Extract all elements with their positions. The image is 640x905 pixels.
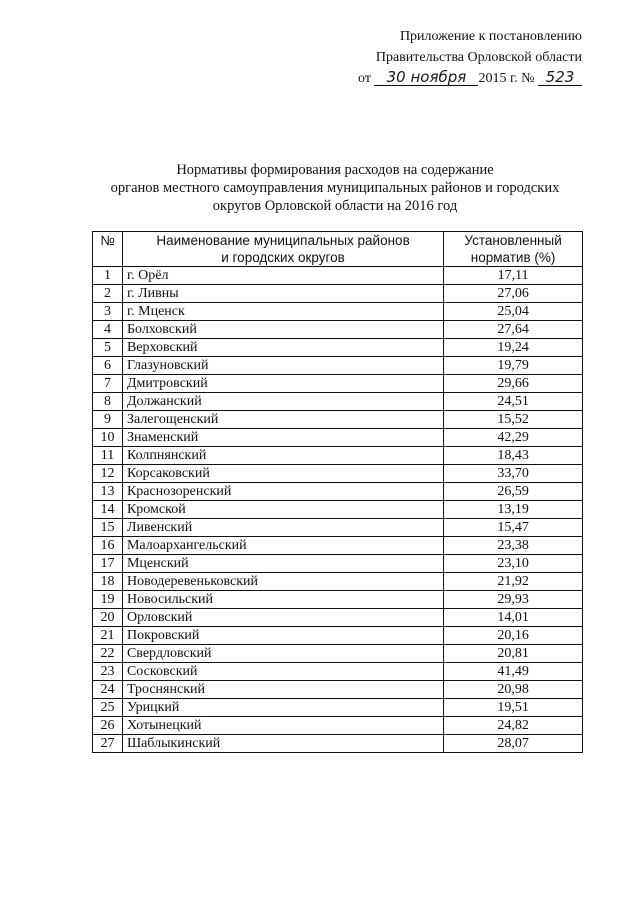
table-row bbox=[93, 627, 583, 645]
row-number: 14 bbox=[93, 501, 123, 519]
district-name: г. Ливны bbox=[122, 285, 443, 303]
row-number: 10 bbox=[93, 429, 123, 447]
row-number: 22 bbox=[93, 645, 123, 663]
norm-value: 23,38 bbox=[444, 537, 583, 555]
document-title bbox=[88, 161, 582, 215]
row-number: 17 bbox=[93, 555, 123, 573]
district-name: Корсаковский bbox=[122, 465, 443, 483]
table-row bbox=[93, 375, 583, 393]
table-row bbox=[93, 393, 583, 411]
row-number: 3 bbox=[93, 303, 123, 321]
appendix-date-line bbox=[342, 68, 582, 89]
norm-value: 42,29 bbox=[444, 429, 583, 447]
row-number: 23 bbox=[93, 663, 123, 681]
district-name: Колпнянский bbox=[122, 447, 443, 465]
district-name: Сосковский bbox=[122, 663, 443, 681]
table-row bbox=[93, 609, 583, 627]
district-name: Новосильский bbox=[122, 591, 443, 609]
district-name: Покровский bbox=[122, 627, 443, 645]
row-number: 18 bbox=[93, 573, 123, 591]
row-number: 15 bbox=[93, 519, 123, 537]
norm-value: 14,01 bbox=[444, 609, 583, 627]
norm-value: 24,82 bbox=[444, 717, 583, 735]
table-row bbox=[93, 645, 583, 663]
row-number: 12 bbox=[93, 465, 123, 483]
norm-value: 25,04 bbox=[444, 303, 583, 321]
row-number: 16 bbox=[93, 537, 123, 555]
row-number: 26 bbox=[93, 717, 123, 735]
district-name: г. Орёл bbox=[122, 267, 443, 285]
table-row bbox=[93, 717, 583, 735]
row-number: 25 bbox=[93, 699, 123, 717]
table-header-row bbox=[93, 232, 583, 267]
row-number: 20 bbox=[93, 609, 123, 627]
norm-value: 17,11 bbox=[444, 267, 583, 285]
row-number: 27 bbox=[93, 735, 123, 753]
district-name: Верховский bbox=[122, 339, 443, 357]
norm-value: 19,51 bbox=[444, 699, 583, 717]
norm-value: 19,79 bbox=[444, 357, 583, 375]
handwritten-number: 523 bbox=[538, 69, 582, 86]
header-name-line-1: Наименование муниципальных районов bbox=[156, 233, 410, 248]
district-name: Новодеревеньковский bbox=[122, 573, 443, 591]
row-number: 7 bbox=[93, 375, 123, 393]
row-number: 6 bbox=[93, 357, 123, 375]
table-body bbox=[93, 267, 583, 753]
district-name: Кромской bbox=[122, 501, 443, 519]
norm-value: 15,52 bbox=[444, 411, 583, 429]
norm-value: 20,81 bbox=[444, 645, 583, 663]
table-row bbox=[93, 285, 583, 303]
norm-value: 33,70 bbox=[444, 465, 583, 483]
appendix-line-1: Приложение к постановлению bbox=[399, 29, 582, 44]
norm-value: 24,51 bbox=[444, 393, 583, 411]
title-line-1: Нормативы формирования расходов на содержание bbox=[176, 162, 494, 178]
district-name: Свердловский bbox=[122, 645, 443, 663]
table-row bbox=[93, 573, 583, 591]
row-number: 21 bbox=[93, 627, 123, 645]
appendix-line-2: Правительства Орловской области bbox=[375, 50, 582, 65]
norm-value: 41,49 bbox=[444, 663, 583, 681]
district-name: Мценский bbox=[122, 555, 443, 573]
header-name bbox=[122, 232, 443, 267]
district-name: Орловский bbox=[122, 609, 443, 627]
norm-value: 18,43 bbox=[444, 447, 583, 465]
row-number: 13 bbox=[93, 483, 123, 501]
district-name: Должанский bbox=[122, 393, 443, 411]
row-number: 19 bbox=[93, 591, 123, 609]
norm-value: 19,24 bbox=[444, 339, 583, 357]
table-row bbox=[93, 735, 583, 753]
row-number: 24 bbox=[93, 681, 123, 699]
district-name: Троснянский bbox=[122, 681, 443, 699]
district-name: Залегощенский bbox=[122, 411, 443, 429]
district-name: Глазуновский bbox=[122, 357, 443, 375]
district-name: Краснозоренский bbox=[122, 483, 443, 501]
norm-value: 27,06 bbox=[444, 285, 583, 303]
title-line-2: органов местного самоуправления муниципальных районов и городских bbox=[110, 180, 560, 196]
district-name: Дмитровский bbox=[122, 375, 443, 393]
table-row bbox=[93, 465, 583, 483]
district-name: Хотынецкий bbox=[122, 717, 443, 735]
table-row bbox=[93, 501, 583, 519]
table-row bbox=[93, 591, 583, 609]
table-row bbox=[93, 483, 583, 501]
header-value-line-1: Установленный bbox=[464, 233, 562, 248]
row-number: 1 bbox=[93, 267, 123, 285]
norm-value: 27,64 bbox=[444, 321, 583, 339]
table-row bbox=[93, 267, 583, 285]
year-text: 2015 г. № bbox=[478, 71, 535, 86]
table-row bbox=[93, 339, 583, 357]
date-prefix: от bbox=[358, 71, 371, 86]
district-name: Малоархангельский bbox=[122, 537, 443, 555]
district-name: Ливенский bbox=[122, 519, 443, 537]
norm-value: 20,16 bbox=[444, 627, 583, 645]
table-row bbox=[93, 519, 583, 537]
norm-value: 23,10 bbox=[444, 555, 583, 573]
district-name: Болховский bbox=[122, 321, 443, 339]
norm-value: 13,19 bbox=[444, 501, 583, 519]
row-number: 4 bbox=[93, 321, 123, 339]
row-number: 8 bbox=[93, 393, 123, 411]
header-value-line-2: норматив (%) bbox=[470, 250, 556, 265]
header-name-line-2: и городских округов bbox=[221, 250, 345, 265]
table-row bbox=[93, 663, 583, 681]
table-row bbox=[93, 681, 583, 699]
header-num: № bbox=[93, 232, 123, 267]
norm-value: 20,98 bbox=[444, 681, 583, 699]
row-number: 9 bbox=[93, 411, 123, 429]
norm-value: 28,07 bbox=[444, 735, 583, 753]
table-row bbox=[93, 429, 583, 447]
table-row bbox=[93, 537, 583, 555]
row-number: 11 bbox=[93, 447, 123, 465]
table-row bbox=[93, 411, 583, 429]
norm-value: 15,47 bbox=[444, 519, 583, 537]
row-number: 2 bbox=[93, 285, 123, 303]
table-row bbox=[93, 357, 583, 375]
norm-value: 26,59 bbox=[444, 483, 583, 501]
table-row bbox=[93, 555, 583, 573]
table-row bbox=[93, 447, 583, 465]
header-value bbox=[444, 232, 583, 267]
district-name: Знаменский bbox=[122, 429, 443, 447]
norm-value: 21,92 bbox=[444, 573, 583, 591]
norms-table bbox=[92, 231, 583, 753]
table-row bbox=[93, 303, 583, 321]
norm-value: 29,66 bbox=[444, 375, 583, 393]
district-name: Урицкий bbox=[122, 699, 443, 717]
appendix-header bbox=[342, 26, 582, 89]
table-row bbox=[93, 321, 583, 339]
norm-value: 29,93 bbox=[444, 591, 583, 609]
district-name: г. Мценск bbox=[122, 303, 443, 321]
row-number: 5 bbox=[93, 339, 123, 357]
table-row bbox=[93, 699, 583, 717]
title-line-3: округов Орловской области на 2016 год bbox=[212, 198, 458, 214]
district-name: Шаблыкинский bbox=[122, 735, 443, 753]
handwritten-date: 30 ноября bbox=[374, 69, 478, 86]
